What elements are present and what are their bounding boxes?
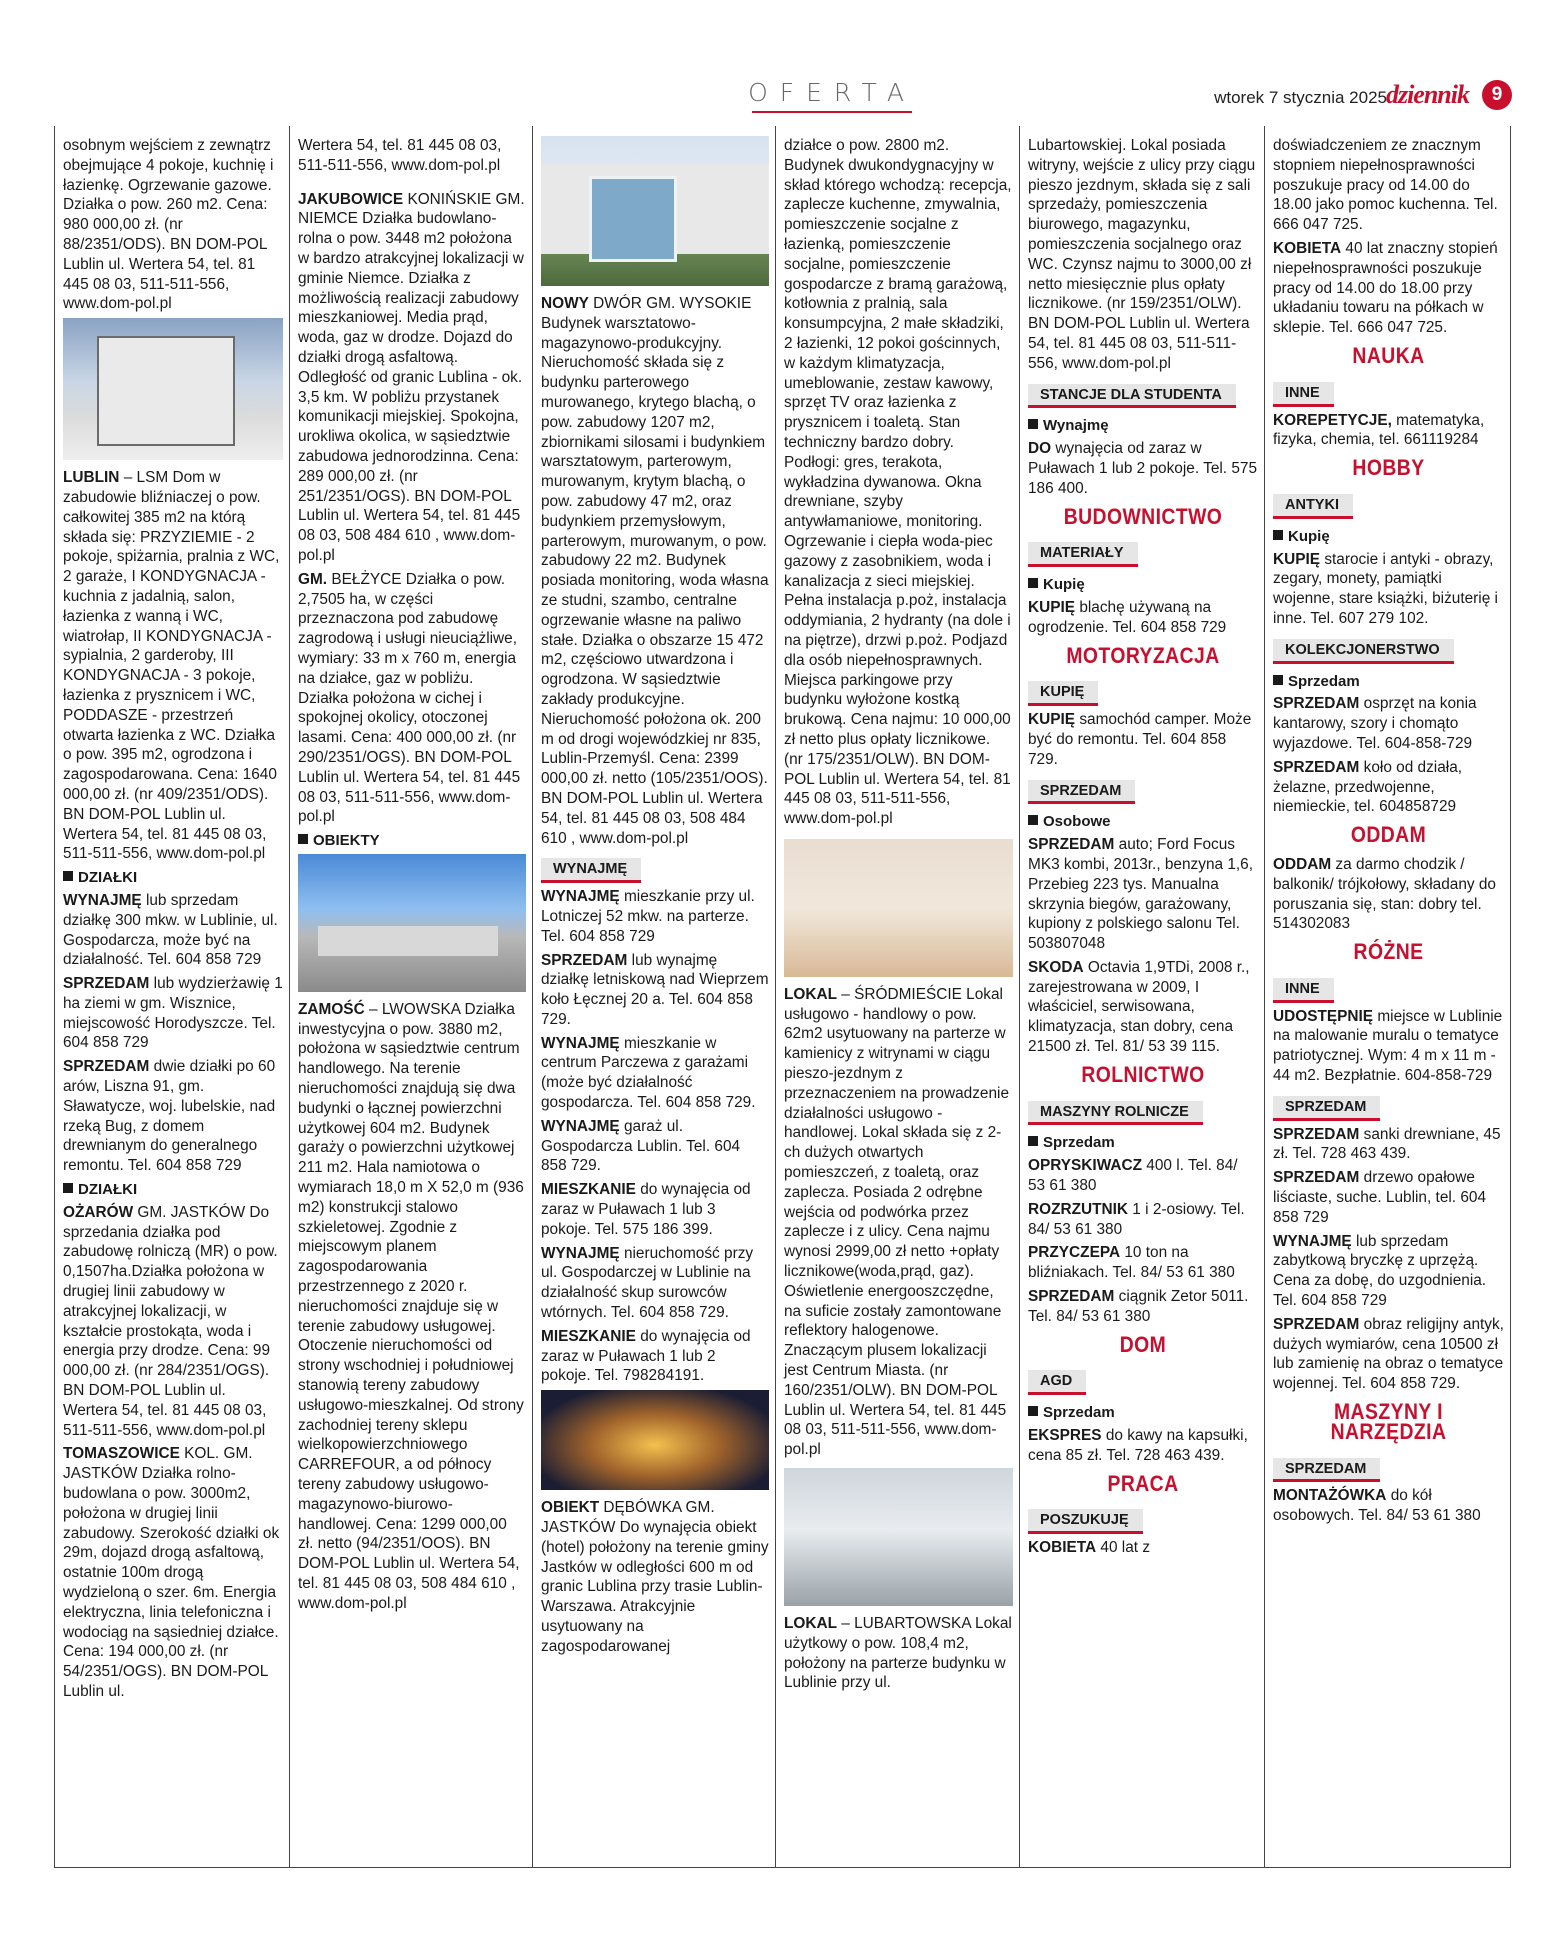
ad-entry: MONTAŻÓWKA do kół osobowych. Tel. 84/ 53 61 380 bbox=[1273, 1487, 1481, 1525]
subcategory-heading: Wynajmę bbox=[1028, 416, 1258, 436]
subcategory-heading: Sprzedam bbox=[1028, 1403, 1258, 1423]
ad-entry: MIESZKANIE do wynajęcia od zaraz w Puławach 1 lub 3 pokoje. Tel. 575 186 399. bbox=[541, 1181, 751, 1238]
category-label: SPRZEDAM bbox=[1273, 1096, 1380, 1121]
category-label: MASZYNY ROLNICZE bbox=[1028, 1101, 1203, 1126]
ad-entry: SKODA Octavia 1,9TDi, 2008 r., zarejestrowana w 2009, I właściciel, serwisowana, klimatyzacja, stan dobry, cena 21500 zł. Tel. 81/ 53 39 115. bbox=[1028, 958, 1250, 1056]
column-6 bbox=[1265, 126, 1511, 1867]
hotel-photo bbox=[541, 1390, 769, 1490]
square-bullet-icon bbox=[1273, 530, 1283, 540]
ad-entry: ODDAM za darmo chodzik / balkonik/ trójkołowy, składany do poruszania się, stan: dobry tel. 514302083 bbox=[1273, 855, 1496, 933]
section-underline bbox=[752, 111, 912, 113]
section-heading: DOM bbox=[1119, 1331, 1167, 1357]
square-bullet-icon bbox=[1028, 419, 1038, 429]
category-label: INNE bbox=[1273, 978, 1334, 1003]
ad-entry: WYNAJMĘ garaż ul. Gospodarcza Lublin. Tel. 604 858 729. bbox=[541, 1117, 741, 1175]
house-shape bbox=[97, 336, 235, 446]
section-heading: ROLNICTWO bbox=[1081, 1061, 1205, 1087]
subcategory-heading: Kupię bbox=[1028, 575, 1258, 595]
category-label: INNE bbox=[1273, 382, 1334, 407]
ad-entry: KOBIETA 40 lat znaczny stopień niepełnosprawności poszukuje pracy od 14.00 do 18.00 przy układaniu towaru na półkach w sklepie. Tel. 666 047 725. bbox=[1273, 239, 1498, 337]
ad-entry: KUPIĘ samochód camper. Może być do remontu. Tel. 604 858 729. bbox=[1028, 711, 1252, 768]
subcategory-heading: Osobowe bbox=[1028, 812, 1258, 832]
ad-entry: SPRZEDAM ciągnik Zetor 5011. Tel. 84/ 53 61 380 bbox=[1028, 1288, 1249, 1325]
warehouse-door bbox=[589, 176, 677, 262]
ad-entry: GM. BEŁŻYCE Działka o pow. 2,7505 ha, w części przeznaczona pod zabudowę zagrodową i usługi nieuciążliwe, wymiary: 33 m x 760 m, energia na działce, gaz w pobliżu. Działka położona w cichej i spokojnej okolicy, otoczonej lasami. Cena: 400 000,00 zł. (nr 290/2351/OGS). BN DOM-POL Lublin ul. Wertera 54, tel. 81 445 08 03, 511-511-556, www.dom-pol.pl bbox=[298, 570, 521, 826]
section-heading: NAUKA bbox=[1352, 342, 1425, 368]
ad-entry: SPRZEDAM drzewo opałowe liściaste, suche. Lublin, tel. 604 858 729 bbox=[1273, 1169, 1487, 1226]
ad-entry: TOMASZOWICE KOL. GM. JASTKÓW Działka rolno-budowlana o pow. 3000m2, położona w drugiej linii zabudowy. Szerokość działki ok 29m, dojazd drogą asfaltową, ostatnie 100m drogą wydzieloną o szer. 6m. Energia elektryczna, linia telefoniczna i wodociąg na sąsiedniej działce. Cena: 194 000,00 zł. (nr 54/2351/OGS). BN DOM-POL Lublin ul. bbox=[63, 1445, 280, 1700]
category-label: KUPIĘ bbox=[1028, 681, 1098, 706]
column-3 bbox=[533, 126, 776, 1867]
ad-entry: WYNAJMĘ lub sprzedam działkę 300 mkw. w Lublinie, ul. Gospodarcza, może być na działalność. Tel. 604 858 729 bbox=[63, 891, 278, 969]
ad-entry: LOKAL – LUBARTOWSKA Lokal użytkowy o pow. 108,4 m2, położony na parterze budynku w Lublinie przy ul. bbox=[784, 1615, 1012, 1692]
square-bullet-icon bbox=[1028, 1406, 1038, 1416]
ad-entry: SPRZEDAM koło od działa, żelazne, przedwojenne, niemieckie, tel. 604858729 bbox=[1273, 758, 1463, 816]
ad-entry: KOBIETA 40 lat z bbox=[1028, 1539, 1151, 1557]
subcategory-heading: Sprzedam bbox=[1028, 1133, 1258, 1153]
category-label: WYNAJMĘ bbox=[541, 858, 641, 883]
column-1 bbox=[55, 126, 290, 1867]
brand-logo: dziennik bbox=[1385, 80, 1469, 109]
ad-entry: NOWY DWÓR GM. WYSOKIE Budynek warsztatowo-magazynowo-produkcyjny. Nieruchomość składa się z budynku parterowego murowanego, krytego blachą, o pow. zabudowy 1207 m2, zbiornikami silosami i budynkiem warsztatowym, parterowym, murowanym, krytym blachą, o pow. zabudowy 47 m2, oraz budynkiem przemysłowym, parterowym, murowanym, o pow. zabudowy 22 m2. Budynek posiada monitoring, woda własna ze studni, szambo, centralne ogrzewanie własne na paliwo stałe. Działka o obszarze 15 472 m2, częściowo utwardzona i ogrodzona. W sąsiedztwie zakłady produkcyjne. Nieruchomość położona ok. 200 m od drogi wojewódzkiej nr 835, Lublin-Przemyśl. Cena: 2399 000,00 zł. netto (105/2351/OOS). BN DOM-POL Lublin ul. Wertera 54, tel. 81 445 08 03, 508 484 610 , www.dom-pol.pl bbox=[541, 295, 769, 847]
ad-text: Wertera 54, tel. 81 445 08 03, 511-511-556, www.dom-pol.pl bbox=[298, 137, 502, 174]
ad-text: osobnym wejściem z zewnątrz obejmujące 4 pokoje, kuchnię i łazienkę. Ogrzewanie gazowe. Działka o pow. 260 m2. Cena: 980 000,00 zł. (nr 88/2351/ODS). BN DOM-POL Lublin ul. Wertera 54, tel. 81 445 08 03, 511-511-556, www.dom-pol.pl bbox=[63, 137, 274, 313]
ad-entry: KUPIĘ blachę używaną na ogrodzenie. Tel. 604 858 729 bbox=[1028, 598, 1227, 636]
subcategory-heading: Kupię bbox=[1273, 527, 1504, 547]
ad-entry: JAKUBOWICE KONIŃSKIE GM. NIEMCE Działka budowlano-rolna o pow. 3448 m2 położona w bardzo atrakcyjnej lokalizacji w gminie Niemce. Działka z możliwością realizacji zabudowy mieszkaniowej. Media prąd, woda, gaz w drodze. Dojazd do działki drogą asfaltową. Odległość od granic Lublina - ok. 3,5 km. W pobliżu przystanek komunikacji miejskiej. Spokojna, urokliwa okolica, w sąsiedztwie zabudowa jednorodzinna. Cena: 289 000,00 zł. (nr 251/2351/OGS). BN DOM-POL Lublin ul. Wertera 54, tel. 81 445 08 03, 508 484 610 , www.dom-pol.pl bbox=[298, 190, 525, 564]
ad-text: działce o pow. 2800 m2. Budynek dwukondygnacyjny w skład którego wchodzą: recepcja, zaplecze kuchenne, zmywalnia, pomieszczenie socjalne z łazienką, pomieszczenie socjalne, pomieszczenie gospodarcze z bramą garażową, kotłownia z pralnią, sala konsumpcyjna, 2 małe składziki, 2 łazienki, 12 pokoi gościnnych, w każdym klimatyzacja, umeblowanie, zestaw kawowy, sprzęt TV oraz łazienka z prysznicem i toaletą. Stan techniczny bardzo dobry. Podłogi: gres, terakota, wykładzina dywanowa. Okna drewniane, szyby antywłamaniowe, monitoring. Ogrzewanie i ciepła woda-piec gazowy z zasobnikiem, woda i kanalizacja z sieci miejskiej. Pełna instalacja p.poż, instalacja oddymiania, 2 hydranty (na dole i na piętrze), drzwi p.poż. Podjazd dla osób niepełnosprawnych. Miejsca parkingowe przy budynku wyłożone kostką brukową. Cena najmu: 10 000,00 zł netto plus opłaty licznikowe. (nr 175/2351/OLW). BN DOM-POL Lublin ul. Wertera 54, tel. 81 445 08 03, 511-511-556, www.dom-pol.pl bbox=[784, 137, 1012, 828]
subcategory-heading: OBIEKTY bbox=[298, 831, 526, 851]
ad-entry: DO wynajęcia od zaraz w Puławach 1 lub 2 pokoje. Tel. 575 186 400. bbox=[1028, 440, 1258, 497]
square-bullet-icon bbox=[63, 871, 73, 881]
category-label: MATERIAŁY bbox=[1028, 542, 1138, 567]
ad-entry: SPRZEDAM osprzęt na konia kantarowy, szory i chomąto wyjazdowe. Tel. 604-858-729 bbox=[1273, 695, 1477, 752]
square-bullet-icon bbox=[1028, 815, 1038, 825]
section-heading: ODDAM bbox=[1350, 822, 1427, 848]
section-heading: PRACA bbox=[1107, 1470, 1179, 1496]
ad-entry: EKSPRES do kawy na kapsułki, cena 85 zł. Tel. 728 463 439. bbox=[1028, 1427, 1248, 1464]
ad-entry: ZAMOŚĆ – LWOWSKA Działka inwestycyjna o pow. 3880 m2, położona w sąsiedztwie centrum handlowego. Na terenie nieruchomości znajdują się dwa budynki o łącznej powierzchni użytkowej 604 m2. Budynek garaży o powierzchni użytkowej 211 m2. Hala namiotowa o wymiarach 18,0 m X 52,0 m (936 m2) konstrukcji stalowo szkieletowej. Zgodnie z miejscowym planem zagospodarowania przestrzennego z 2020 r. nieruchomości znajduje się w terenie zabudowy usługowej. Otoczenie nieruchomości od strony wschodniej i południowej stanowią tereny zabudowy usługowo-mieszkalnej. Od strony zachodniej tereny sklepu wielkopowierzchniowego CARREFOUR, a od północy tereny zabudowy usługowo-magazynowo-biurowo-handlowej. Cena: 1299 000,00 zł. netto (94/2351/OOS). BN DOM-POL Lublin ul. Wertera 54, tel. 81 445 08 03, 508 484 610 , www.dom-pol.pl bbox=[298, 1000, 524, 1612]
category-label: STANCJE DLA STUDENTA bbox=[1028, 384, 1236, 409]
section-heading: MASZYNY I NARZĘDZIA bbox=[1330, 1399, 1447, 1444]
section-heading: BUDOWNICTWO bbox=[1063, 503, 1223, 529]
ad-entry: SPRZEDAM auto; Ford Focus MK3 kombi, 2013r., benzyna 1,6, Przebieg 223 tys. Manualna skrzynia biegów, garażowany, kupiony z polskiego salonu Tel. 503807048 bbox=[1028, 836, 1254, 953]
issue-date: wtorek 7 stycznia 2025 bbox=[1214, 88, 1387, 107]
ad-entry: WYNAJMĘ mieszkanie w centrum Parczewa z garażami (może być działalność gospodarcza. Tel. 604 858 729. bbox=[541, 1034, 756, 1112]
ad-entry: WYNAJMĘ lub sprzedam zabytkową bryczkę z uprzężą. Cena za dobę, do uzgodnienia. Tel. 604 858 729 bbox=[1273, 1232, 1487, 1310]
ad-entry: WYNAJMĘ mieszkanie przy ul. Lotniczej 52 mkw. na parterze. Tel. 604 858 729 bbox=[541, 888, 755, 945]
empty-room-photo bbox=[784, 1468, 1013, 1606]
corridor-photo bbox=[784, 839, 1013, 977]
subcategory-heading: DZIAŁKI bbox=[63, 1180, 283, 1200]
category-label: AGD bbox=[1028, 1370, 1086, 1395]
category-label: ANTYKI bbox=[1273, 494, 1353, 519]
square-bullet-icon bbox=[1273, 675, 1283, 685]
ad-entry: SPRZEDAM lub wynajmę działkę letniskową nad Wieprzem koło Łęcznej 20 a. Tel. 604 858 729. bbox=[541, 951, 769, 1028]
category-label: SPRZEDAM bbox=[1028, 780, 1135, 805]
house-photo bbox=[63, 318, 283, 460]
ad-entry: OPRYSKIWACZ 400 l. Tel. 84/ 53 61 380 bbox=[1028, 1157, 1238, 1195]
ad-text: doświadczeniem ze znacznym stopniem niepełnosprawności poszukuje pracy od 14.00 do 18.00 jako pomoc kuchenna. Tel. 666 047 725. bbox=[1273, 137, 1498, 234]
section-title: OFERTA bbox=[748, 78, 916, 107]
page-header bbox=[52, 78, 1512, 112]
ad-entry: UDOSTĘPNIĘ miejsce w Lublinie na malowanie muralu o tematyce patriotycznej. Wym: 4 m x 11 m - 44 m2. Bezpłatnie. 604-858-729 bbox=[1273, 1007, 1503, 1085]
ad-entry: ROZRZUTNIK 1 i 2-osiowy. Tel. 84/ 53 61 380 bbox=[1028, 1200, 1245, 1238]
category-label: KOLEKCJONERSTWO bbox=[1273, 639, 1454, 664]
section-heading: MOTORYZACJA bbox=[1066, 642, 1220, 668]
category-label: SPRZEDAM bbox=[1273, 1458, 1380, 1483]
subcategory-heading: Sprzedam bbox=[1273, 672, 1504, 692]
square-bullet-icon bbox=[1028, 578, 1038, 588]
warehouse-photo bbox=[541, 136, 769, 286]
ad-entry: LUBLIN – LSM Dom w zabudowie bliźniaczej o pow. całkowitej 385 m2 na którą składa się: PRZYZIEMIE - 2 pokoje, spiżarnia, pralnia z WC, 2 garaże, I KONDYGNACJA - kuchnia z jadalnią, salon, łazienka z wanną i WC, wiatrołap, II KONDYGNACJA - sypialnia, 2 garderoby, III KONDYGNACJA - 3 pokoje, łazienka z prysznicem i WC, PODDASZE - przestrzeń otwarta łazienka z WC. Działka o pow. 395 m2, ogrodzona i zagospodarowana. Cena: 1640 000,00 zł. (nr 409/2351/ODS). BN DOM-POL Lublin ul. Wertera 54, tel. 81 445 08 03, 511-511-556, www.dom-pol.pl bbox=[63, 469, 280, 863]
ad-text: Lubartowskiej. Lokal posiada witryny, wejście z ulicy przy ciągu pieszo jezdnym, składa się z sali sprzedaży, pomieszczenia biurowego, magazynku, pomieszczenia socjalnego oraz WC. Czynsz najmu to 3000,00 zł netto miesięcznie plus opłaty licznikowe. (nr 159/2351/OLW). BN DOM-POL Lublin ul. Wertera 54, tel. 81 445 08 03, 511-511-556, www.dom-pol.pl bbox=[1028, 137, 1256, 372]
column-5 bbox=[1020, 126, 1265, 1867]
category-label: POSZUKUJĘ bbox=[1028, 1509, 1143, 1534]
ad-entry: SPRZEDAM lub wydzierżawię 1 ha ziemi w gm. Wisznice, miejscowość Horodyszcze. Tel. 604 858 729 bbox=[63, 975, 283, 1052]
yard-photo bbox=[298, 854, 526, 992]
column-4 bbox=[776, 126, 1020, 1867]
section-heading: HOBBY bbox=[1352, 455, 1425, 481]
ad-entry: PRZYCZEPA 10 ton na bliźniakach. Tel. 84/ 53 61 380 bbox=[1028, 1244, 1235, 1282]
page-number: 9 bbox=[1482, 80, 1512, 110]
ad-entry: SPRZEDAM sanki drewniane, 45 zł. Tel. 728 463 439. bbox=[1273, 1125, 1501, 1163]
ad-entry: SPRZEDAM obraz religijny antyk, dużych wymiarów, cena 10500 zł lub zamienię na obraz o tematyce wojennej. Tel. 604 858 729. bbox=[1273, 1315, 1504, 1393]
ad-entry: OŻARÓW GM. JASTKÓW Do sprzedania działka pod zabudowę rolniczą (MR) o pow. 0,1507ha.Działka położona w drugiej linii zabudowy w atrakcyjnej lokalizacji, w kształcie prostokąta, woda i energia przy drodze. Cena: 99 000,00 zł. (nr 284/2351/OGS). BN DOM-POL Lublin ul. Wertera 54, tel. 81 445 08 03, 511-511-556, www.dom-pol.pl bbox=[63, 1203, 278, 1439]
section-heading: RÓŻNE bbox=[1353, 939, 1424, 965]
ad-entry: LOKAL – ŚRÓDMIEŚCIE Lokal usługowo - handlowy o pow. 62m2 usytuowany na parterze w kamienicy z witrynami w ciągu pieszo-jezdnym z przeznaczeniem na prowadzenie działalności usługowo - handlowej. Lokal składa się z 2-ch dużych otwartych pomieszczeń, z toaletą, oraz zaplecza. Posiada 2 odrębne wejścia od podwórka przez zaplecze i z ulicy. Cena najmu wynosi 2999,00 zł netto +opłaty licznikowe(woda,prąd, gaz). Oświetlenie energooszczędne, na suficie zostały zamontowane reflektory halogenowe. Znaczącym plusem lokalizacji jest Centrum Miasta. (nr 160/2351/OLW). BN DOM-POL Lublin ul. Wertera 54, tel. 81 445 08 03, 511-511-556, www.dom-pol.pl bbox=[784, 985, 1010, 1459]
subcategory-heading: DZIAŁKI bbox=[63, 868, 283, 888]
building-shape bbox=[318, 926, 498, 956]
square-bullet-icon bbox=[63, 1183, 73, 1193]
ad-entry: OBIEKT DĘBÓWKA GM. JASTKÓW Do wynajęcia obiekt (hotel) położony na terenie gminy Jastków w odległości 600 m od granic Lublina przy trasie Lublin-Warszawa. Atrakcyjnie usytuowany na zagospodarowanej bbox=[541, 1499, 769, 1655]
ad-entry: KUPIĘ starocie i antyki - obrazy, zegary, monety, pamiątki wojenne, stare książki, biżuterię i inne. Tel. 607 279 102. bbox=[1273, 550, 1498, 627]
ad-entry: MIESZKANIE do wynajęcia od zaraz w Puławach 1 lub 2 pokoje. Tel. 798284191. bbox=[541, 1327, 751, 1385]
classifieds-grid bbox=[54, 126, 1511, 1868]
ad-entry: WYNAJMĘ nieruchomość przy ul. Gospodarczej w Lublinie na działalność skup surowców wtórnych. Tel. 604 858 729. bbox=[541, 1244, 754, 1322]
ad-entry: SPRZEDAM dwie działki po 60 arów, Liszna 91, gm. Sławatycze, woj. lubelskie, nad rzeką Bug, z domem drewnianym do generalnego remontu. Tel. 604 858 729 bbox=[63, 1058, 276, 1175]
column-2 bbox=[290, 126, 533, 1867]
ad-entry: KOREPETYCJE, matematyka, fizyka, chemia, tel. 661119284 bbox=[1273, 411, 1485, 449]
square-bullet-icon bbox=[1028, 1136, 1038, 1146]
square-bullet-icon bbox=[298, 834, 308, 844]
